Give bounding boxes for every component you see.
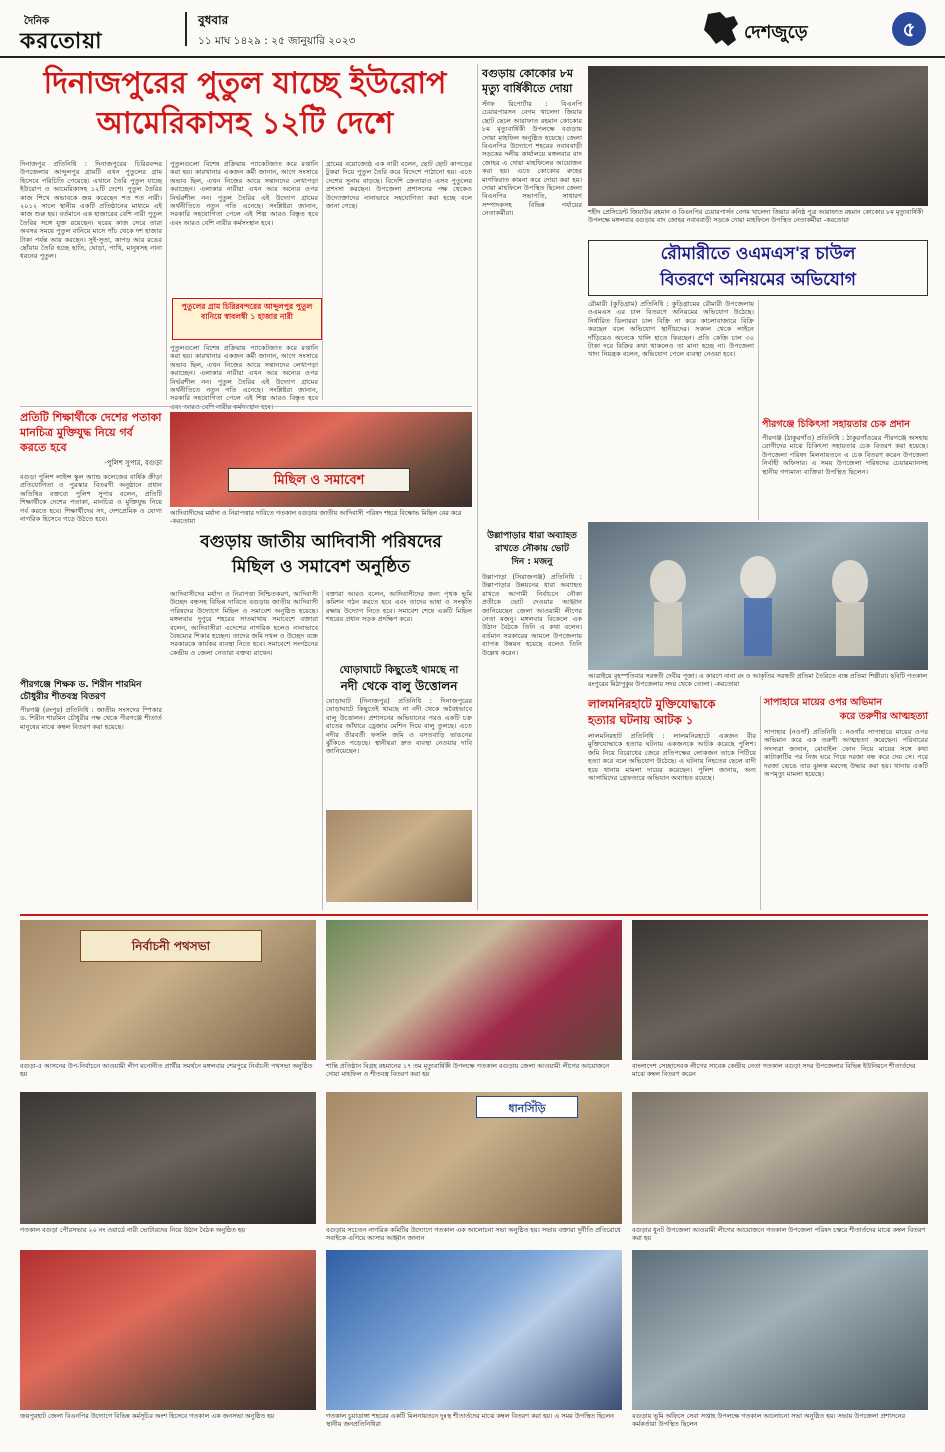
rally-inset-photo xyxy=(326,810,472,902)
date-block xyxy=(198,12,498,48)
rally-headline-line1: বগুড়ায় জাতীয় আদিবাসী পরিষদের xyxy=(200,532,442,552)
photo-row2-image-3 xyxy=(632,1092,928,1224)
photo-row1-caption-2: শান্তি প্রতিষ্ঠান বিগ্রহ রহমানের ১৭ তম মৃত্যুবার্ষিকী উপলক্ষে গতকাল বগুড়ায় জেলা আওয়ামী লীগের আয়োজনে দোয়া মাহফিল ও শীতবস্ত্র বিতরণ করা হয় xyxy=(326,1062,622,1088)
pirganj-story xyxy=(762,300,928,520)
masthead-divider xyxy=(185,12,187,46)
section-badge xyxy=(700,10,930,50)
lead-body-col2: পুতুলগুলো বিশেষ প্রক্রিয়ায় প্যাকেটজাত করে রপ্তানি করা হয়। কারখানার একজন কর্মী জানান, আগে সংসারে অভাব ছিল, এখন নিজের আয়ে সন্তানদের লেখাপড়া করাচ্ছেন। এলাকার নারীরা এখন আর অন্যের ওপর নির্ভরশীল নন। পুতুল তৈরির এই উদ্যোগ গ্রামের অর্থনীতিতে নতুন গতি এনেছে। সংশ্লিষ্টরা জানান, সরকারি সহযোগিতা পেলে এই শিল্প আরও বিস্তৃত হবে এবং আরও বেশি নারীর কর্মসংস্থান হবে। xyxy=(170,160,318,227)
photo-row2-caption-2: বগুড়ায় সচেতন নাগরিক কমিটির উদ্যোগে গতকাল এক আলোচনা সভা অনুষ্ঠিত হয়। সভায় বক্তারা দুর্নীতি প্রতিরোধে সবাইকে এগিয়ে আসার আহ্বান জানান xyxy=(326,1226,622,1246)
photo-row3-image-3 xyxy=(632,1250,928,1410)
col-rule xyxy=(166,160,167,400)
photo-row1-image-3 xyxy=(632,920,928,1060)
teacher-byline: -পুলিশ সুপার, বগুড়া xyxy=(104,459,162,467)
rally-photo xyxy=(170,412,472,507)
sapahar-headline-line2: করে তরুণীর আত্মহত্যা xyxy=(839,711,928,722)
ullapara-headline-line1: উল্লাপাড়ার ধারা অব্যাহত xyxy=(487,531,577,541)
sapahar-headline-line1: সাপাহারে মায়ের ওপর অভিমান xyxy=(764,697,883,708)
photo-row3-caption-1: জয়পুরহাট জেলা বিএনপির উদ্যোগে বিভিন্ন কর্মসূচির অংশ হিসেবে গতকাল এক জনসভা অনুষ্ঠিত হয় xyxy=(20,1412,316,1440)
col-rule xyxy=(322,160,323,400)
ullapara-body: উল্লাপাড়া (সিরাজগঞ্জ) প্রতিনিধি : উল্লাপাড়ার উন্নয়নের ধারা অব্যাহত রাখতে আগামী নির্বাচনে নৌকা প্রতীকে ভোট দেওয়ার আহ্বান জানিয়েছেন জেলা আওয়ামী লীগের নেতা মজনু। মঙ্গলবার বিকেলে এক উঠান বৈঠকে তিনি এ কথা বলেন। বর্তমান সরকারের আমলে উপজেলায় ব্যাপক উন্নয়ন হয়েছে বলেও তিনি উল্লেখ করেন। xyxy=(482,573,582,657)
lalmonirhat-headline-line1: লালমনিরহাটে মুক্তিযোদ্ধাকে xyxy=(588,697,716,711)
saraswati-caption: আত্রাইয়ে বৃহস্পতিবার সরস্বতী দেবীর পূজা। এ কারণে নানা রং ও আকৃতির সরস্বতী প্রতিমা তৈরিতে ব্যস্ত প্রতিমা শিল্পীরা। ছবিটি গতকাল রংপুরের মিঠাপুকুর উপজেলার সদর থেকে তোলা। -করতোয়া xyxy=(588,672,928,692)
ullapara-story xyxy=(482,530,582,910)
teacher-story xyxy=(20,410,162,910)
photo-row1-banner-text: নির্বাচনী পথসভা xyxy=(131,939,211,953)
lead-body-col2-cont: পুতুলগুলো বিশেষ প্রক্রিয়ায় প্যাকেটজাত করে রপ্তানি করা হয়। কারখানার একজন কর্মী জানান, আগে সংসারে অভাব ছিল, এখন নিজের আয়ে সন্তানদের লেখাপড়া করাচ্ছেন। এলাকার নারীরা এখন আর অন্যের ওপর নির্ভরশীল নন। পুতুল তৈরির এই উদ্যোগ গ্রামের অর্থনীতিতে নতুন গতি এনেছে। সংশ্লিষ্টরা জানান, সরকারি সহযোগিতা পেলে এই শিল্প আরও বিস্তৃত হবে xyxy=(170,344,318,403)
logo-small-text: দৈনিক xyxy=(24,16,50,27)
rally-banner xyxy=(228,468,410,492)
pullquote-text: পুতুলের গ্রাম চিরিরবন্দরের আব্দুলপুর পুতুল বানিয়ে স্বাবলম্বী ১ হাজার নারী xyxy=(181,302,313,321)
sand-headline-line1: ঘোড়াঘাটে কিছুতেই থামছে না xyxy=(339,665,459,676)
photo-row2-image-2 xyxy=(326,1092,622,1224)
photo-row1-image-2 xyxy=(326,920,622,1060)
rally-body-col2: বক্তারা আরও বলেন, আদিবাসীদের জন্য পৃথক ভূমি কমিশন গঠন করতে হবে এবং তাদের ভাষা ও সংস্কৃতি রক্ষায় উদ্যোগ নিতে হবে। সমাবেশ শেষে একটি মিছিল শহরের প্রধান সড়ক প্রদক্ষিণ করে। xyxy=(326,590,472,624)
bogura-doa-photo xyxy=(588,66,928,206)
section-rule xyxy=(20,406,472,407)
photo-row3-caption-3: বগুড়ায় ভূমি অফিসে সেবা সপ্তাহ উপলক্ষে গতকাল আলোচনা সভা অনুষ্ঠিত হয়। সভায় উপজেলা প্রশাসনের কর্মকর্তারা উপস্থিত ছিলেন xyxy=(632,1412,928,1440)
rally-headline-line2: মিছিল ও সমাবেশ অনুষ্ঠিত xyxy=(232,557,410,577)
roumari-headline-box xyxy=(588,240,928,296)
bogura-doa-headline: বগুড়ায় কোকোর ৮ম মৃত্যু বার্ষিকীতে দোয়া xyxy=(482,67,574,95)
lead-body-col1: দিনাজপুর প্রতিনিধি : দিনাজপুরের চিরিরবন্দর উপজেলার আব্দুলপুর গ্রামটি এখন পুতুলের গ্রাম হিসেবে পরিচিতি পেয়েছে। এখানে তৈরি পুতুল যাচ্ছে ইউরোপ ও আমেরিকাসহ ১২টি দেশে। পুতুল তৈরির কাজ শিখে অভাবকে জয় করেছেন শত শত নারী। ২০১২ সালে স্থানীয় একটি প্রতিষ্ঠানের মাধ্যমে এই কাজ শুরু হয়। বর্তমানে এক হাজারের বেশি নারী পুতুল তৈরির সঙ্গে যুক্ত রয়েছেন। ঘরের কাজ সেরে তারা অবসর সময়ে পুতুল বানিয়ে মাসে পাঁচ থেকে দশ হাজার টাকা পর্যন্ত আয় করছেন। সুই-সুতা, কাপড় আর রঙের ছোঁয়ায় তৈরি হচ্ছে হাতি, ঘোড়া, পাখি, মানুষসহ নানা ধরনের পুতুল। xyxy=(20,160,162,261)
bogura-doa-body: স্টাফ রিপোর্টার : বিএনপি চেয়ারপারসন বেগম খালেদা জিয়ার ছোট ছেলে আরাফাত রহমান কোকোর ৮ম মৃত্যুবার্ষিকী উপলক্ষে বগুড়ায় দোয়া মাহফিল অনুষ্ঠিত হয়েছে। জেলা বিএনপির উদ্যোগে শহরের নবাববাড়ী সড়কের দলীয় কার্যালয়ে মঙ্গলবার বাদ জোহর এ দোয়া মাহফিলের আয়োজন করা হয়। এতে কোকোর রুহের মাগফিরাত কামনা করে দোয়া করা হয়। দোয়া মাহফিলে উপস্থিত ছিলেন জেলা বিএনপির সভাপতি, সাধারণ সম্পাদকসহ বিভিন্ন পর্যায়ের নেতাকর্মীরা। xyxy=(482,100,582,218)
photo-row2-image-1 xyxy=(20,1092,316,1224)
roumari-headline-line1: রৌমারীতে ওএমএস'র চাউল xyxy=(660,244,856,264)
idol-figures-icon xyxy=(588,522,928,670)
ullapara-headline-line3: দিন : মজনু xyxy=(511,557,553,567)
masthead xyxy=(0,0,945,58)
sapahar-body: সাপাহার (নওগাঁ) প্রতিনিধি : নওগাঁর সাপাহারে মায়ের ওপর অভিমান করে এক তরুণী আত্মহত্যা করেছেন। পরিবারের সদস্যরা জানান, মোবাইল ফোন নিয়ে মায়ের সঙ্গে কথা কাটাকাটির পর নিজ ঘরে গিয়ে দরজা বন্ধ করে দেয় সে। পরে দরজা ভেঙে তার ঝুলন্ত মরদেহ উদ্ধার করা হয়। থানায় একটি অপমৃত্যু মামলা হয়েছে। xyxy=(764,728,928,779)
bangladesh-map-icon xyxy=(700,10,742,50)
photo-row3-caption-2: গতকাল চুয়াডাঙ্গা শহরের একটি মিলনায়তনে দুঃস্থ শীতার্তদের মাঝে কম্বল বিতরণ করা হয়। এ সময় উপস্থিত ছিলেন স্থানীয় জনপ্রতিনিধিরা xyxy=(326,1412,622,1440)
pirganj-headline: পীরগঞ্জে চিকিৎসা সহায়তার চেক প্রদান xyxy=(762,419,910,430)
day-label: বুধবার xyxy=(198,13,229,27)
photo-row2-caption-3: বগুড়ার ধুনট উপজেলা আওয়ামী লীগের আয়োজনে গতকাল উপজেলা পরিষদ চত্বরে শীতার্তদের মাঝে কম্বল বিতরণ করা হয় xyxy=(632,1226,928,1246)
teacher-headline: প্রতিটি শিক্ষার্থীকে দেশের পতাকা মানচিত্র মুক্তিযুদ্ধ নিয়ে গর্ব করতে হবে xyxy=(20,411,162,454)
rally-caption: আদিবাসীদের মর্যাদা ও নিরাপত্তার দাবিতে গতকাল বগুড়ায় জাতীয় আদিবাসী পরিষদ শহরে বিক্ষোভ মিছিল বের করে -করতোয়া xyxy=(170,509,472,527)
col-rule xyxy=(760,696,761,910)
lead-pullquote xyxy=(172,298,322,340)
date-label: ১১ মাঘ ১৪২৯ : ২৫ জানুয়ারি ২০২৩ xyxy=(198,35,356,47)
photo-row1-caption-1: বগুড়া-৫ আসনের উপ-নির্বাচনে আওয়ামী লীগ মনোনীত প্রার্থীর সমর্থনে মঙ্গলবার শেরপুরে নির্বাচনী পথসভা অনুষ্ঠিত হয় xyxy=(20,1062,316,1088)
lead-body-col3: গ্রামের বয়োজ্যেষ্ঠ এক নারী বলেন, ছোট ছোট কাপড়ের টুকরা দিয়ে পুতুল তৈরি করে বিদেশে পাঠানো হয়। এতে দেশের সুনাম বাড়ছে। বিদেশি ক্রেতারাও এসব পুতুলের প্রশংসা করছেন। উপজেলা প্রশাসনের পক্ষ থেকেও উদ্যোক্তাদের নানাভাবে সহযোগিতা করা হচ্ছে বলে জানা গেছে। xyxy=(326,160,472,211)
ullapara-headline-line2: রাখতে নৌকায় ভোট xyxy=(495,544,569,554)
teacher-sub-headline: পীরগঞ্জে শিক্ষক ড. শিরীন শারমিন চৌধুরীর শীতবস্ত্র বিতরণ xyxy=(20,680,142,702)
lalmonirhat-headline-line2: হত্যার ঘটনায় আটক ১ xyxy=(588,713,694,727)
rally-banner-text: মিছিল ও সমাবেশ xyxy=(273,473,365,488)
rally-body-col1: আদিবাসীদের মর্যাদা ও নিরাপত্তা নিশ্চিতকরণ, আদিবাসী উচ্ছেদ বন্ধসহ বিভিন্ন দাবিতে বগুড়ায় জাতীয় আদিবাসী পরিষদের উদ্যোগে মিছিল ও সমাবেশ অনুষ্ঠিত হয়েছে। মঙ্গলবার দুপুরে শহরের সাতমাথায় সমাবেশে বক্তারা বলেন, আদিবাসীরা এদেশের নাগরিক হলেও নানাভাবে বৈষম্যের শিকার হচ্ছেন। তাদের জমি দখল ও উচ্ছেদ বন্ধে সরকারকে কার্যকর ব্যবস্থা নিতে হবে। সমাবেশে সংগঠনের কেন্দ্রীয় ও জেলা নেতারা বক্তব্য রাখেন। xyxy=(170,590,318,657)
teacher-body: বগুড়া পুলিশ লাইন্স স্কুল অ্যান্ড কলেজের বার্ষিক ক্রীড়া প্রতিযোগিতা ও পুরস্কার বিতরণী অনুষ্ঠানে প্রধান অতিথির বক্তব্যে পুলিশ সুপার বলেন, প্রতিটি শিক্ষার্থীকে দেশের পতাকা, মানচিত্র ও মুক্তিযুদ্ধ নিয়ে গর্ব করতে হবে। শিক্ষার্থীদের সৎ, দেশপ্রেমিক ও যোগ্য নাগরিক হিসেবে গড়ে উঠতে হবে। xyxy=(20,473,162,524)
sand-body: ঘোড়াঘাট (দিনাজপুর) প্রতিনিধি : দিনাজপুরের ঘোড়াঘাটে কিছুতেই থামছে না নদী থেকে অবৈধভাবে বালু উত্তোলন। প্রশাসনের অভিযানের পরও একটি চক্র রাতের আঁধারে ড্রেজার মেশিন দিয়ে বালু তুলছে। এতে নদীর তীরবর্তী ফসলি জমি ও বসতবাড়ি ভাঙনের ঝুঁকিতে পড়েছে। স্থানীয়রা দ্রুত ব্যবস্থা নেওয়ার দাবি জানিয়েছেন। xyxy=(326,697,472,756)
sand-story xyxy=(326,664,472,809)
lead-headline xyxy=(20,64,470,154)
teacher-sub-body: পীরগঞ্জ (রংপুর) প্রতিনিধি : জাতীয় সংসদের স্পিকার ড. শিরীন শারমিন চৌধুরীর পক্ষ থেকে পীরগঞ্জে শীতার্ত মানুষের মাঝে কম্বল বিতরণ করা হয়েছে। xyxy=(20,706,162,731)
saraswati-photo xyxy=(588,522,928,670)
photo-row1-image-1 xyxy=(20,920,316,1060)
photo-row2-caption-1: গতকাল বগুড়া পৌরসভার ২০ নং ওয়ার্ডে নারী ভোটারদের নিয়ে উঠান বৈঠক অনুষ্ঠিত হয় xyxy=(20,1226,316,1246)
photo-row1-caption-3: বাংলাদেশ সেচ্ছাসেবক লীগের সাবেক কেন্দ্রীয় নেতা গতকাল বগুড়া সদর উপজেলার বিভিন্ন ইউনিয়নে শীতার্তদের মাঝে কম্বল বিতরণ করেন xyxy=(632,1062,928,1088)
bogura-doa-story xyxy=(482,66,582,526)
rally-headline xyxy=(170,530,472,584)
lalmonirhat-body: লালমনিরহাট প্রতিনিধি : লালমনিরহাটে একজন বীর মুক্তিযোদ্ধাকে হত্যার ঘটনায় একজনকে আটক করেছে পুলিশ। জমি নিয়ে বিরোধের জেরে প্রতিপক্ষের লোকজন তাকে পিটিয়ে হত্যা করে বলে অভিযোগ উঠেছে। এ ঘটনায় নিহতের ছেলে বাদী হয়ে থানায় মামলা দায়ের করেছেন। পুলিশ জানায়, অন্য আসামিদের গ্রেফতারে অভিযান অব্যাহত রয়েছে। xyxy=(588,732,756,783)
photo-row1-banner xyxy=(80,930,262,962)
page-number: ৫ xyxy=(892,12,926,46)
photo-row2-banner xyxy=(476,1096,578,1118)
logo-main-text: করতোয়া xyxy=(20,29,103,54)
photo-row2-banner-text: ধানসিঁড়ি xyxy=(508,1102,546,1115)
roumari-headline-line2: বিতরণে অনিয়মের অভিযোগ xyxy=(660,270,856,290)
roumari-body: রৌমারী (কুড়িগ্রাম) প্রতিনিধি : কুড়িগ্রামের রৌমারী উপজেলায় ওএমএস এর চাল বিতরণে অনিয়মের অভিযোগ উঠেছে। নির্ধারিত ডিলাররা চাল বিক্রি না করে কালোবাজারে বিক্রি করছেন বলে অভিযোগ স্থানীয়দের। সকাল থেকে লাইনে দাঁড়িয়েও অনেকে খালি হাতে ফিরছেন। প্রতি কেজি চাল ৩০ টাকা দরে বিক্রির কথা থাকলেও তা মানা হচ্ছে না। উপজেলা খাদ্য নিয়ন্ত্রক বলেন, অভিযোগ পেলে ব্যবস্থা নেওয়া হবে। xyxy=(588,300,754,359)
lead-headline-line2: আমেরিকাসহ ১২টি দেশে xyxy=(96,106,394,141)
lead-headline-line1: দিনাজপুরের পুতুল যাচ্ছে ইউরোপ xyxy=(43,66,447,101)
col-rule xyxy=(477,64,478,910)
photo-row3-image-2 xyxy=(326,1250,622,1410)
sand-headline-line2: নদী থেকে বালু উত্তোলন xyxy=(340,679,458,693)
sapahar-story xyxy=(764,696,928,910)
section-title: দেশজুড়ে xyxy=(744,22,808,43)
photo-row3-image-1 xyxy=(20,1250,316,1410)
pirganj-body: পীরগঞ্জ (ঠাকুরগাঁও) প্রতিনিধি : ঠাকুরগাঁওয়ের পীরগঞ্জে অসহায় রোগীদের মাঝে চিকিৎসা সহায়তার চেক বিতরণ করা হয়েছে। উপজেলা পরিষদ মিলনায়তনে এ চেক বিতরণ করেন উপজেলা নির্বাহী অফিসার। এ সময় উপজেলা পরিষদের চেয়ারম্যানসহ স্থানীয় গণ্যমান্য ব্যক্তিরা উপস্থিত ছিলেন। xyxy=(762,434,928,476)
section-rule xyxy=(20,914,928,916)
col-rule xyxy=(758,300,759,520)
col-rule xyxy=(322,590,323,910)
bogura-doa-caption: শহীদ প্রেসিডেন্ট জিয়াউর রহমান ও বিএনপির চেয়ারপার্সন বেগম খালেদা জিয়ার কনিষ্ঠ পুত্র আরাফাত রহমান কোকোর ৮ম মৃত্যুবার্ষিকী উপলক্ষে মঙ্গলবার বগুড়ায় বাদ জোহর নবাববাড়ী সড়কে দোয়া মাহফিলে উপস্থিত নেতাকর্মীরা -করতোয়া xyxy=(588,208,928,236)
logo xyxy=(20,8,180,54)
lalmonirhat-story xyxy=(588,696,756,910)
